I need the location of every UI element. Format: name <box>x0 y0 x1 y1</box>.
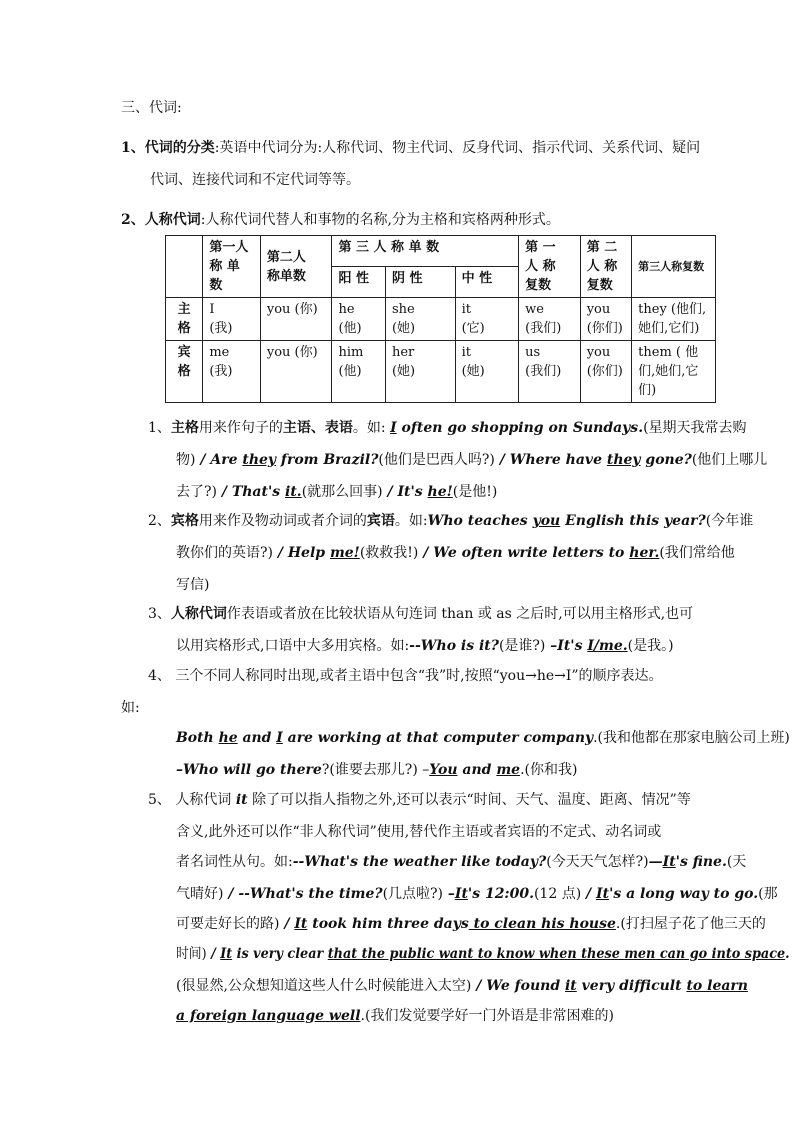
rule-1-line-3: 去了?) / That's it.(就那么回事) / It's he!(是他!) <box>176 484 498 500</box>
rule-5-line-3: 者名词性从句。如: <box>176 854 293 870</box>
rule-4-example-2: –Who will go there?(谁要去那儿?) –You and me.(你和我) <box>176 762 578 778</box>
rule-3-line-1: 3、人称代词作表语或者放在比较状语从句连词 than 或 as 之后时,可以用主格形式,也可 <box>148 606 694 622</box>
cell-acc-second-singular: you (你) <box>260 341 332 403</box>
rule-5-line-2: 含义,此外还可以作“非人称代词”使用,替代作主语或者宾语的不定式、动名词或 <box>176 824 662 840</box>
classification-text: :英语中代词分为:人称代词、物主代词、反身代词、指示代词、关系代词、疑问 <box>214 140 701 156</box>
rule-4-example-1: Both he and I are working at that computer company.(我和他都在那家电脑公司上班) <box>176 730 790 746</box>
header-third-plural: 第三人称复数 <box>632 236 716 298</box>
para-number: 2、 <box>121 212 145 228</box>
table-header-row <box>166 236 716 267</box>
cell-acc-first-plural: us (我们) <box>519 341 581 403</box>
header-neuter: 中 性 <box>455 267 519 298</box>
rule-3-line-2: 以用宾格形式,口语中大多用宾格。如:--Who is it?(是谁?) –It's I/me.(是我。) <box>176 638 674 654</box>
table-corner-cell <box>166 236 203 298</box>
cell-acc-first-singular: me (我) <box>203 341 261 403</box>
rule-5-line-3-examples: --What's the weather like today?(今天天气怎样?)—It's fine.(天 <box>292 854 747 870</box>
rule-4-line-2: 如: <box>121 700 140 716</box>
cell-nom-first-singular: I (我) <box>203 298 261 341</box>
rule-1-line-2: 物) / Are they from Brazil?(他们是巴西人吗?) / Where have they gone?(他们上哪儿 <box>176 452 768 468</box>
cell-nom-first-plural: we (我们) <box>519 298 581 341</box>
table-row-accusative <box>166 341 716 403</box>
header-first-plural: 第 一 人 称 复数 <box>519 236 581 298</box>
classification-text-cont: 代词、连接代词和不定代词等等。 <box>150 172 360 188</box>
personal-pronoun-paragraph <box>121 210 560 230</box>
cell-acc-neuter: it (她) <box>455 341 519 403</box>
cell-nom-second-plural: you (你们) <box>580 298 631 341</box>
cell-nom-second-singular: you (你) <box>260 298 332 341</box>
header-third-singular: 第 三 人 称 单 数 <box>332 236 519 267</box>
personal-pronoun-heading: 人称代词 <box>144 212 201 228</box>
personal-pronoun-text: :人称代词代替人和事物的名称,分为主格和宾格两种形式。 <box>200 212 560 228</box>
cell-acc-feminine: her (她) <box>385 341 455 403</box>
cell-nom-third-plural: they (他们, 她们,它们) <box>632 298 716 341</box>
table-row-nominative <box>166 298 716 341</box>
para-number: 1、 <box>121 140 145 156</box>
rule-2-line-2: 教你们的英语?) / Help me!(救救我!) / We often write letters to her.(我们常给他 <box>176 545 735 561</box>
rule-2-line-1: 2、宾格用来作及物动词或者介词的宾语。如:Who teaches you English this year?(今年谁 <box>148 513 754 529</box>
rule-5-line-4: 气晴好) / --What's the time?(几点啦?) –It's 12:00.(12 点) / It's a long way to go.(那 <box>176 886 778 902</box>
cell-acc-masculine: him (他) <box>332 341 385 403</box>
pronoun-table <box>165 235 716 403</box>
cell-acc-third-plural: them ( 他 们,她们,它 们) <box>632 341 716 403</box>
header-second-plural: 第 二 人 称 复数 <box>580 236 631 298</box>
header-first-singular: 第一人 称 单 数 <box>203 236 261 298</box>
row-label-accusative: 宾 格 <box>166 341 203 403</box>
row-label-nominative: 主 格 <box>166 298 203 341</box>
cell-nom-masculine: he (他) <box>332 298 385 341</box>
rule-2-line-3: 写信) <box>176 577 210 593</box>
rule-5-line-1: 5、 人称代词 it 除了可以指人指物之外,还可以表示“时间、天气、温度、距离、情况”等 <box>148 792 691 808</box>
rule-5-line-6: 时间) / It is very clear that the public want to know when these men can go into space. <box>176 946 790 962</box>
section-title: 三、代词: <box>121 100 182 116</box>
header-second-singular: 第二人 称单数 <box>260 236 332 298</box>
rule-5-line-7: (很显然,公众想知道这些人什么时候能进入太空) / We found it very difficult to learn <box>176 978 748 994</box>
cell-nom-feminine: she (她) <box>385 298 455 341</box>
cell-acc-second-plural: you (你们) <box>580 341 631 403</box>
rule-5-line-5: 可要走好长的路) / It took him three days to clean his house.(打扫屋子花了他三天的 <box>176 916 766 932</box>
rule-4-line-1: 4、 三个不同人称同时出现,或者主语中包含“我”时,按照“you→he→I”的顺序表达。 <box>148 668 663 684</box>
rule-5-line-8: a foreign language well.(我们发觉要学好一门外语是非常困难的) <box>176 1008 614 1024</box>
header-masculine: 阳 性 <box>332 267 385 298</box>
classification-paragraph <box>121 138 700 158</box>
rule-1-line-1: 1、主格用来作句子的主语、表语。如: I often go shopping on Sundays.(星期天我常去购 <box>148 420 747 436</box>
classification-heading: 代词的分类 <box>144 140 215 156</box>
cell-nom-neuter: it (它) <box>455 298 519 341</box>
header-feminine: 阴 性 <box>385 267 455 298</box>
